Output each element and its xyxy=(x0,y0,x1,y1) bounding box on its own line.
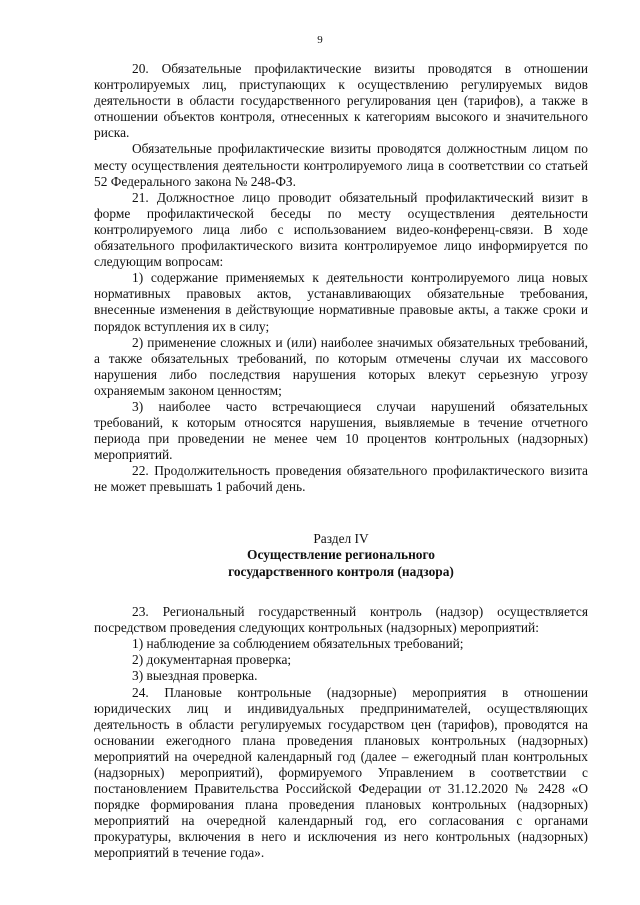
list-item-23-3: 3) выездная проверка. xyxy=(132,668,258,684)
paragraph-20-continued: Обязательные профилактические визиты проводятся должностным лицом по месту осуществления деятельности контролируемого лица в соответствии со статьей 52 Федерального закона № 248-ФЗ. xyxy=(94,141,588,189)
list-item-23-2: 2) документарная проверка; xyxy=(132,652,292,668)
section-title-line-1: Осуществление регионального xyxy=(247,547,435,563)
list-item-21-1: 1) содержание применяемых к деятельности контролируемого лица новых нормативных правовых актов, устанавливающих обязательные требования, внесенные изменения в действующие нормативные правовые акты, а также сроки и порядок вступления их в силу; xyxy=(94,270,588,334)
paragraph-21: 21. Должностное лицо проводит обязательный профилактический визит в форме профилактической беседы по месту осуществления деятельности контролируемого лица либо с использованием видео-конференц-связи. В ходе обязательного профилактического визита контролируемое лицо информируется по следующим вопросам: xyxy=(94,189,588,270)
page-number: 9 xyxy=(317,34,323,46)
paragraph-20: 20. Обязательные профилактические визиты проводятся в отношении контролируемых лиц, приступающих к осуществлению регулируемых видов деятельности в области государственного регулирования цен (тарифов), а также в отношении объектов контроля, отнесенных к категориям высокого и значительного риска. xyxy=(94,61,588,141)
paragraph-24: 24. Плановые контрольные (надзорные) мероприятия в отношении юридических лиц и индивидуальных предпринимателей, осуществляющих деятельность в области регулируемых государством цен (тарифов), проводятся на основании ежегодного плана проведения плановых контрольных (надзорных) мероприятий на очередной календарный год (далее – ежегодный план контрольных (надзорных) мероприятий), формируемого Управлением в соответствии с постановлением Правительства Российской Федерации от 31.12.2020 № 2428 «О порядке формирования плана проведения плановых контрольных (надзорных) мероприятий на очередной календарный год, его согласования с органами прокуратуры, включения в него и исключения из него контрольных (надзорных) мероприятий в течение года». xyxy=(94,684,588,861)
list-item-21-3: 3) наиболее часто встречающиеся случаи нарушений обязательных требований, к которым относятся нарушения, выявляемые в течение отчетного периода при проведении не менее чем 10 процентов контрольных (надзорных) мероприятий. xyxy=(94,398,588,463)
section-title-line-2: государственного контроля (надзора) xyxy=(228,563,454,579)
document-body xyxy=(94,61,588,862)
list-item-23-1: 1) наблюдение за соблюдением обязательных требований; xyxy=(132,636,464,652)
section-header xyxy=(94,531,588,581)
list-item-21-2: 2) применение сложных и (или) наиболее значимых обязательных требований, а также обязательных требований, по которым отмечены случаи их массового нарушения либо последствия нарушения которых влекут серьезную угрозу охраняемым законом ценностям; xyxy=(94,334,588,398)
paragraph-23: 23. Региональный государственный контроль (надзор) осуществляется посредством проведения следующих контрольных (надзорных) мероприятий: xyxy=(94,604,588,636)
paragraph-22: 22. Продолжительность проведения обязательного профилактического визита не может превышать 1 рабочий день. xyxy=(94,463,588,495)
section-label: Раздел IV xyxy=(313,530,369,546)
